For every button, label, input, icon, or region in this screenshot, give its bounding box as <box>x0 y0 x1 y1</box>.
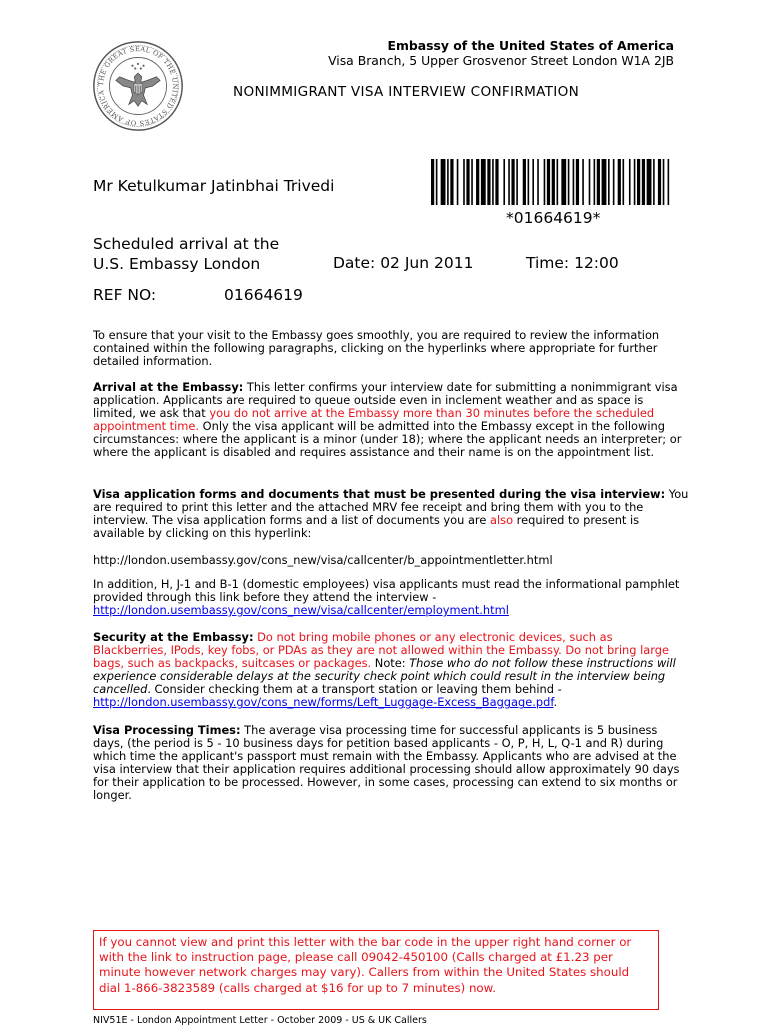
barcode-bar <box>608 159 610 205</box>
barcode-bar <box>653 159 655 205</box>
barcode-bar <box>634 159 636 205</box>
barcode-bar <box>463 159 465 205</box>
barcode-bar <box>508 159 510 205</box>
embassy-header <box>328 38 674 68</box>
appointment-time: Time: 12:00 <box>526 254 619 272</box>
intro-paragraph <box>93 329 689 368</box>
forms-text-1: You are required to print this letter and the attached MRV fee receipt and bring them with you to the interview. The visa application forms and a list of documents you are <box>93 487 689 528</box>
barcode-bar <box>547 159 550 205</box>
arrival-heading: Arrival at the Embassy: <box>93 380 244 394</box>
arrival-text-2: Only the visa applicant will be admitted into the Embassy except in the following circumstances: where the applicant is a minor (under 18); where the applicant needs an interpreter; or where the applicant is disabled and requires assistance and their name is on the appointment list. <box>93 419 682 460</box>
barcode-bar <box>602 159 607 205</box>
barcode-bar <box>481 159 486 205</box>
arrival-line-1: Scheduled arrival at the <box>93 235 280 253</box>
barcode-bar <box>589 159 591 205</box>
contact-notice-box <box>93 930 659 1010</box>
forms-section <box>93 488 689 540</box>
barcode-bar <box>597 159 600 205</box>
barcode-bar <box>623 159 625 205</box>
barcode-bar <box>552 159 555 205</box>
barcode-bar <box>457 159 459 205</box>
processing-section <box>93 724 689 803</box>
barcode-bar <box>495 159 498 205</box>
barcode-bar <box>582 159 584 205</box>
embassy-address: Visa Branch, 5 Upper Grosvenor Street London W1A 2JB <box>328 53 674 68</box>
processing-heading: Visa Processing Times: <box>93 723 241 737</box>
barcode-bar <box>642 159 645 205</box>
barcode-bar <box>561 159 566 205</box>
barcode-bar <box>503 159 505 205</box>
barcode-bar <box>537 159 539 205</box>
barcode-bar <box>568 159 570 205</box>
barcode-bar <box>637 159 640 205</box>
forms-text-2: required to present is available by clicking on this hyperlink: <box>93 513 640 541</box>
barcode-icon <box>431 159 674 205</box>
security-note-label: Note: <box>371 656 410 671</box>
forms-also: also <box>490 513 514 528</box>
barcode-bar <box>511 159 514 205</box>
arrival-text-1: This letter confirms your interview date for submitting a nonimmigrant visa application. Applicants are required to queue outside even in inclement weather and as space is limited, we ask that <box>93 380 678 421</box>
document-title: NONIMMIGRANT VISA INTERVIEW CONFIRMATION <box>233 84 580 100</box>
security-warning: Do not bring mobile phones or any electronic devices, such as Blackberries, IPods, key fobs, or PDAs as they are not allowed within the Embassy. Do not bring large bags, such as backpacks, suitcases or packages. <box>93 630 669 671</box>
barcode-bar <box>668 159 670 205</box>
security-text: . Consider checking them at a transport station or leaving them behind - <box>147 682 562 697</box>
barcode-bar <box>647 159 652 205</box>
barcode-bar <box>450 159 453 205</box>
security-url-suffix: . <box>553 695 558 710</box>
svg-text:THE GREAT SEAL OF THE UNITED S: THE GREAT SEAL OF THE UNITED STATES OF AMERICA <box>96 45 180 128</box>
barcode-bar <box>594 159 596 205</box>
barcode-bar <box>516 159 518 205</box>
barcode-bar <box>492 159 494 205</box>
forms-url: http://london.usembassy.gov/cons_new/visa/callcenter/b_appointmentletter.html <box>93 553 553 567</box>
forms-url-paragraph <box>93 554 689 567</box>
appointment-date: Date: 02 Jun 2011 <box>333 254 474 272</box>
barcode-bar <box>576 159 579 205</box>
barcode-bar <box>431 159 434 205</box>
barcode-number: *01664619* <box>506 209 601 227</box>
security-note: Those who do not follow these instructions will experience considerable delays at the security check point which could result in the interview being cancelled <box>93 656 676 697</box>
barcode-bar <box>613 159 615 205</box>
barcode-bar <box>441 159 446 205</box>
arrival-label <box>93 234 279 274</box>
barcode-bar <box>544 159 546 205</box>
embassy-name: Embassy of the United States of America <box>387 38 674 53</box>
ref-number: 01664619 <box>224 286 303 304</box>
security-heading: Security at the Embassy: <box>93 630 254 644</box>
barcode-bar <box>471 159 473 205</box>
barcode-bar <box>528 159 530 205</box>
barcode-bar <box>629 159 631 205</box>
ref-label: REF NO: <box>93 286 157 304</box>
employment-link[interactable]: http://london.usembassy.gov/cons_new/visa/callcenter/employment.html <box>93 603 509 618</box>
barcode-bar <box>447 159 449 205</box>
footer-text: NIV51E - London Appointment Letter - October 2009 - US & UK Callers <box>93 1015 427 1026</box>
security-section <box>93 631 689 710</box>
left-luggage-link[interactable]: http://london.usembassy.gov/cons_new/forms/Left_Luggage-Excess_Baggage.pdf <box>93 695 554 710</box>
barcode-bar <box>476 159 479 205</box>
barcode-bar <box>658 159 661 205</box>
barcode-bar <box>466 159 469 205</box>
arrival-line-2: U.S. Embassy London <box>93 255 261 273</box>
barcode-bar <box>532 159 534 205</box>
barcode-bar <box>557 159 559 205</box>
barcode-bar <box>436 159 438 205</box>
domestic-section <box>93 578 689 617</box>
forms-heading: Visa application forms and documents that must be presented during the visa interview: <box>93 487 666 501</box>
arrival-section <box>93 381 689 460</box>
barcode-bar <box>573 159 575 205</box>
arrival-warning: you do not arrive at the Embassy more than 30 minutes before the scheduled appointment time. <box>93 406 655 434</box>
domestic-text: In addition, H, J-1 and B-1 (domestic employees) visa applicants must read the informational pamphlet provided through this link before they attend the interview - <box>93 577 680 605</box>
contact-notice-text: If you cannot view and print this letter with the bar code in the upper right hand corner or with the link to instruction page, please call 09042-450100 (Calls charged at £1.23 per minute however network charges may vary). Callers from within the United States should dial 1-866-3823589 (calls charged at $16 for up to 7 minutes) now. <box>99 935 632 995</box>
great-seal-icon <box>92 40 184 132</box>
processing-text: The average visa processing time for successful applicants is 5 business days, (the period is 5 - 10 business days for petition based applicants - O, P, H, L, Q-1 and R) during which time the applicant's passport must remain with the Embassy. Applicants who are advised at the visa interview that their application requires additional processing should allow approximately 90 days for their application to be processed. However, in some cases, processing can extend to six months or longer. <box>93 723 680 803</box>
barcode-bar <box>523 159 526 205</box>
barcode-bar <box>663 159 665 205</box>
barcode-bar <box>487 159 490 205</box>
barcode-bar <box>618 159 621 205</box>
intro-text: To ensure that your visit to the Embassy goes smoothly, you are required to review the information contained within the following paragraphs, clicking on the hyperlinks where appropriate for further detailed information. <box>93 328 660 369</box>
applicant-name: Mr Ketulkumar Jatinbhai Trivedi <box>93 177 335 195</box>
